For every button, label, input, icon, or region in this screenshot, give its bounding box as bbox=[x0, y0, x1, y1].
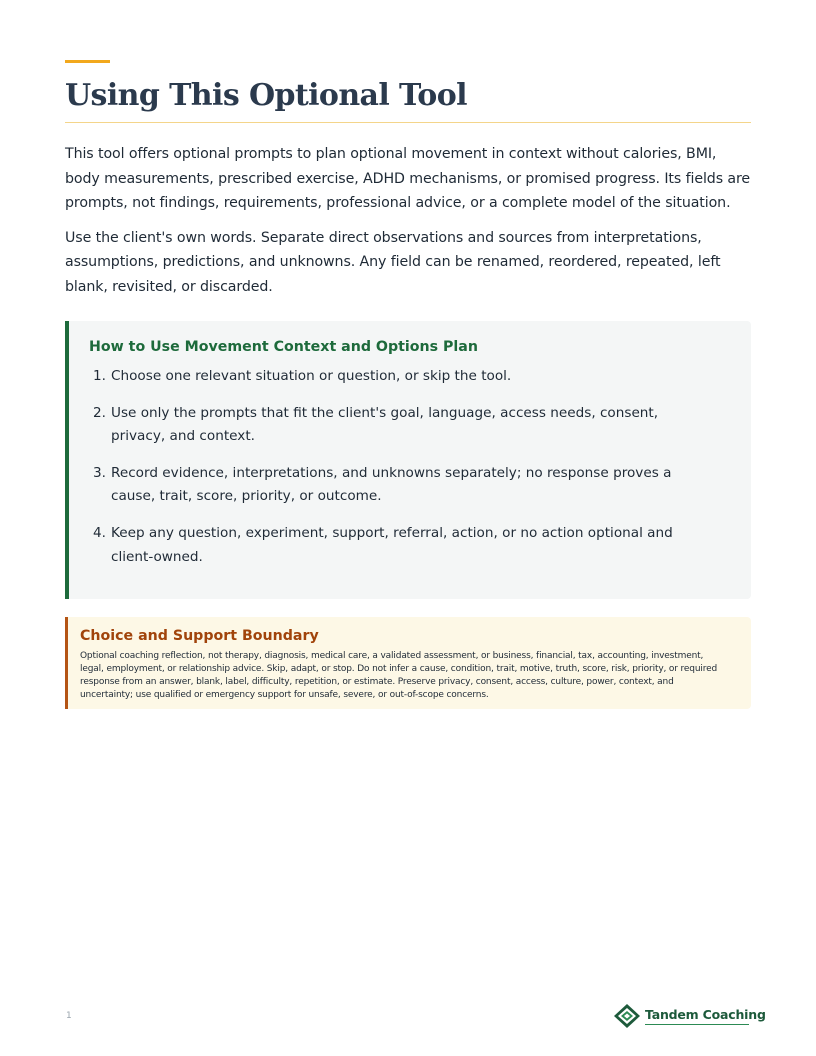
howto-step bbox=[93, 365, 713, 389]
step-number: 2. bbox=[93, 404, 106, 421]
brand-name: Tandem Coaching bbox=[645, 1007, 766, 1022]
boundary-title: Choice and Support Boundary bbox=[80, 628, 319, 644]
intro-paragraph: Use the client's own words. Separate direct observations and sources from interpretations, assumptions, predictions, and unknowns. Any field can be renamed, reordered, repeated, left blank, revisited, or discarded. bbox=[65, 229, 721, 295]
step-text: Choose one relevant situation or question, or skip the tool. bbox=[111, 368, 512, 384]
howto-step bbox=[93, 462, 713, 509]
howto-steps-list bbox=[93, 365, 713, 582]
page-number: 1 bbox=[66, 1011, 72, 1021]
boundary-text: Optional coaching reflection, not therapy, diagnosis, medical care, a validated assessment, or business, financial, tax, accounting, investment, legal, employment, or relationship advice. Skip, adapt, or stop. Do not infer a cause, condition, trait, motive, truth, score, risk, priority, or required response from an answer, blank, label, difficulty, repetition, or estimate. Preserve privacy, consent, access, culture, power, context, and uncertainty; use qualified or emergency support for unsafe, severe, or out-of-scope concerns. bbox=[80, 651, 718, 700]
howto-callout bbox=[65, 321, 751, 599]
diamond-logo-icon bbox=[613, 1003, 641, 1029]
step-text: Use only the prompts that fit the client's goal, language, access needs, consent, privacy, and context. bbox=[111, 404, 659, 445]
step-number: 1. bbox=[93, 368, 106, 384]
step-text: Keep any question, experiment, support, referral, action, or no action optional and client-owned. bbox=[111, 524, 673, 565]
brand-logo bbox=[613, 1003, 766, 1029]
howto-step bbox=[93, 522, 713, 569]
step-number: 4. bbox=[93, 524, 106, 541]
boundary-callout bbox=[65, 617, 751, 709]
intro-section bbox=[65, 142, 755, 310]
howto-step bbox=[93, 402, 713, 449]
title-accent-bar bbox=[65, 60, 110, 63]
howto-title: How to Use Movement Context and Options Plan bbox=[89, 339, 478, 355]
intro-paragraph: This tool offers optional prompts to plan optional movement in context without calories, BMI, body measurements, prescribed exercise, ADHD mechanisms, or promised progress. Its fields are prompts, not findings, requirements, professional advice, or a complete model of the situation. bbox=[65, 146, 751, 212]
title-divider bbox=[65, 122, 751, 123]
step-text: Record evidence, interpretations, and unknowns separately; no response proves a cause, trait, score, priority, or outcome. bbox=[111, 464, 672, 505]
step-number: 3. bbox=[93, 464, 106, 481]
page-title: Using This Optional Tool bbox=[65, 78, 467, 113]
brand-underline bbox=[645, 1024, 749, 1025]
